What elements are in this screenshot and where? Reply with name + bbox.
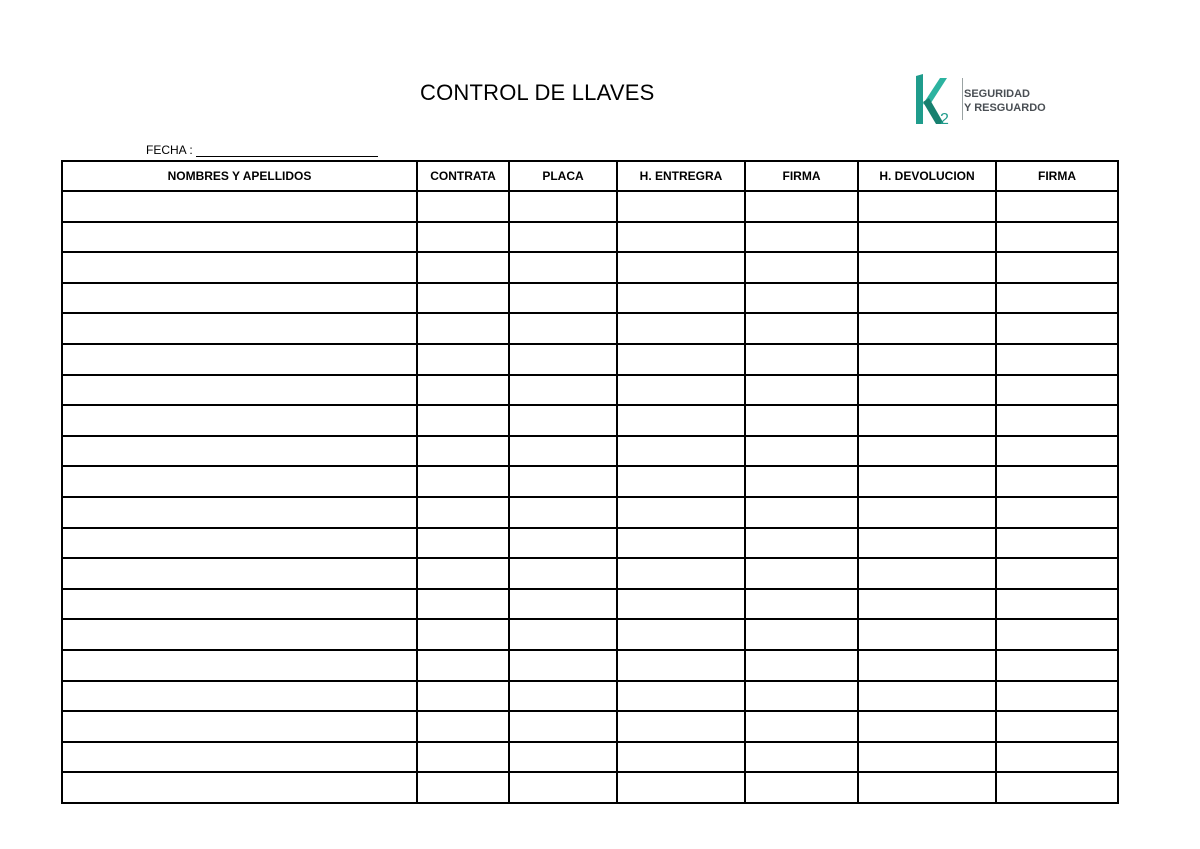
table-cell[interactable] — [745, 252, 858, 283]
table-cell[interactable] — [62, 313, 417, 344]
table-cell[interactable] — [745, 344, 858, 375]
table-cell[interactable] — [617, 252, 745, 283]
table-cell[interactable] — [858, 528, 996, 559]
table-cell[interactable] — [858, 436, 996, 467]
table-cell[interactable] — [617, 466, 745, 497]
table-cell[interactable] — [745, 711, 858, 742]
table-cell[interactable] — [417, 375, 509, 406]
table-cell[interactable] — [62, 252, 417, 283]
table-cell[interactable] — [858, 681, 996, 712]
table-cell[interactable] — [62, 558, 417, 589]
table-cell[interactable] — [509, 222, 617, 253]
table-cell[interactable] — [509, 466, 617, 497]
table-cell[interactable] — [417, 772, 509, 803]
table-cell[interactable] — [62, 466, 417, 497]
column-header: FIRMA — [745, 161, 858, 191]
table-cell[interactable] — [62, 619, 417, 650]
column-header: PLACA — [509, 161, 617, 191]
table-row — [62, 252, 1118, 283]
table-row — [62, 313, 1118, 344]
table-cell[interactable] — [417, 497, 509, 528]
table-cell[interactable] — [745, 497, 858, 528]
table-cell[interactable] — [617, 619, 745, 650]
table-cell[interactable] — [62, 375, 417, 406]
table-row — [62, 772, 1118, 803]
table-cell[interactable] — [745, 589, 858, 620]
table-cell[interactable] — [858, 252, 996, 283]
table-cell[interactable] — [745, 650, 858, 681]
table-cell[interactable] — [417, 711, 509, 742]
table-cell[interactable] — [617, 558, 745, 589]
keys-control-table — [61, 160, 1119, 804]
table-cell[interactable] — [858, 313, 996, 344]
table-cell[interactable] — [509, 528, 617, 559]
table-cell[interactable] — [417, 528, 509, 559]
table-cell[interactable] — [996, 619, 1118, 650]
table-cell[interactable] — [617, 497, 745, 528]
table-cell[interactable] — [62, 405, 417, 436]
table-cell[interactable] — [858, 191, 996, 222]
table-cell[interactable] — [62, 711, 417, 742]
k2-logo-icon — [914, 72, 958, 126]
table-row — [62, 558, 1118, 589]
table-cell[interactable] — [417, 619, 509, 650]
logo-line-1: SEGURIDAD — [964, 88, 1031, 100]
table-cell[interactable] — [745, 558, 858, 589]
table-cell[interactable] — [745, 222, 858, 253]
svg-text:2: 2 — [940, 111, 949, 126]
table-cell[interactable] — [996, 191, 1118, 222]
table-cell[interactable] — [617, 222, 745, 253]
table-cell[interactable] — [509, 497, 617, 528]
table-cell[interactable] — [996, 589, 1118, 620]
table-row — [62, 191, 1118, 222]
table-cell[interactable] — [858, 650, 996, 681]
table-cell[interactable] — [745, 528, 858, 559]
table-cell[interactable] — [417, 344, 509, 375]
document-title: CONTROL DE LLAVES — [420, 80, 655, 105]
table-cell[interactable] — [617, 405, 745, 436]
table-cell[interactable] — [745, 405, 858, 436]
column-header: CONTRATA — [417, 161, 509, 191]
table-cell[interactable] — [858, 405, 996, 436]
table-cell[interactable] — [996, 405, 1118, 436]
table-cell[interactable] — [417, 650, 509, 681]
table-cell[interactable] — [996, 650, 1118, 681]
table-cell[interactable] — [745, 436, 858, 467]
table-cell[interactable] — [62, 650, 417, 681]
date-label: FECHA : — [146, 143, 193, 157]
table-row — [62, 497, 1118, 528]
table-cell[interactable] — [745, 681, 858, 712]
table-row — [62, 344, 1118, 375]
table-cell[interactable] — [509, 650, 617, 681]
table-cell[interactable] — [996, 558, 1118, 589]
table-cell[interactable] — [509, 283, 617, 314]
table-cell[interactable] — [62, 589, 417, 620]
table-cell[interactable] — [417, 252, 509, 283]
table-cell[interactable] — [617, 283, 745, 314]
table-cell[interactable] — [62, 772, 417, 803]
table-cell[interactable] — [617, 742, 745, 773]
table-cell[interactable] — [858, 497, 996, 528]
table-cell[interactable] — [417, 436, 509, 467]
table-cell[interactable] — [996, 681, 1118, 712]
table-cell[interactable] — [745, 313, 858, 344]
table-cell[interactable] — [745, 375, 858, 406]
date-field — [146, 142, 378, 157]
table-cell[interactable] — [996, 528, 1118, 559]
table-cell[interactable] — [509, 589, 617, 620]
table-row — [62, 589, 1118, 620]
table-cell[interactable] — [617, 772, 745, 803]
table-row — [62, 619, 1118, 650]
table-cell[interactable] — [745, 466, 858, 497]
table-cell[interactable] — [617, 528, 745, 559]
table-cell[interactable] — [509, 191, 617, 222]
table-cell[interactable] — [745, 191, 858, 222]
table-row — [62, 375, 1118, 406]
table-cell[interactable] — [617, 436, 745, 467]
table-cell[interactable] — [996, 742, 1118, 773]
table-cell[interactable] — [617, 589, 745, 620]
logo-divider — [962, 78, 963, 120]
table-row — [62, 742, 1118, 773]
table-cell[interactable] — [62, 222, 417, 253]
table-cell[interactable] — [996, 313, 1118, 344]
table-cell[interactable] — [509, 711, 617, 742]
table-row — [62, 711, 1118, 742]
table-cell[interactable] — [858, 466, 996, 497]
table-cell[interactable] — [417, 742, 509, 773]
table-cell[interactable] — [509, 772, 617, 803]
table-cell[interactable] — [745, 772, 858, 803]
table-cell[interactable] — [509, 313, 617, 344]
table-cell[interactable] — [62, 681, 417, 712]
table-cell[interactable] — [509, 558, 617, 589]
table-row — [62, 466, 1118, 497]
table-cell[interactable] — [617, 650, 745, 681]
table-cell[interactable] — [62, 497, 417, 528]
logo-text — [964, 87, 1046, 115]
table-cell[interactable] — [996, 497, 1118, 528]
table-cell[interactable] — [996, 436, 1118, 467]
table-cell[interactable] — [858, 589, 996, 620]
table-cell[interactable] — [417, 466, 509, 497]
company-logo — [914, 72, 1054, 128]
table-row — [62, 405, 1118, 436]
column-header: H. DEVOLUCION — [858, 161, 996, 191]
column-header: NOMBRES Y APELLIDOS — [62, 161, 417, 191]
table-cell[interactable] — [417, 681, 509, 712]
table-cell[interactable] — [858, 222, 996, 253]
table-cell[interactable] — [509, 375, 617, 406]
table-body — [62, 191, 1118, 803]
table-cell[interactable] — [417, 313, 509, 344]
table-row — [62, 681, 1118, 712]
table-cell[interactable] — [617, 711, 745, 742]
table-cell[interactable] — [996, 283, 1118, 314]
table-cell[interactable] — [858, 711, 996, 742]
table-row — [62, 528, 1118, 559]
table-cell[interactable] — [996, 375, 1118, 406]
table-cell[interactable] — [62, 436, 417, 467]
table-cell[interactable] — [617, 375, 745, 406]
logo-line-2: Y RESGUARDO — [964, 102, 1046, 114]
table-cell[interactable] — [996, 466, 1118, 497]
table-cell[interactable] — [996, 344, 1118, 375]
table-cell[interactable] — [858, 558, 996, 589]
table-cell[interactable] — [62, 344, 417, 375]
column-header: H. ENTREGRA — [617, 161, 745, 191]
table-cell[interactable] — [509, 405, 617, 436]
table-cell[interactable] — [509, 619, 617, 650]
table-header-row — [62, 161, 1118, 191]
table-cell[interactable] — [509, 436, 617, 467]
table-cell[interactable] — [509, 252, 617, 283]
table-cell[interactable] — [617, 681, 745, 712]
table-cell[interactable] — [62, 191, 417, 222]
table-row — [62, 283, 1118, 314]
table-cell[interactable] — [509, 344, 617, 375]
table-cell[interactable] — [858, 619, 996, 650]
table-cell[interactable] — [858, 344, 996, 375]
table-cell[interactable] — [858, 283, 996, 314]
table-cell[interactable] — [417, 191, 509, 222]
table-cell[interactable] — [417, 405, 509, 436]
table-cell[interactable] — [617, 313, 745, 344]
table-cell[interactable] — [417, 558, 509, 589]
table-row — [62, 222, 1118, 253]
table-cell[interactable] — [996, 711, 1118, 742]
table-cell[interactable] — [509, 742, 617, 773]
date-input-line[interactable] — [196, 142, 378, 157]
table-cell[interactable] — [996, 772, 1118, 803]
table-cell[interactable] — [62, 283, 417, 314]
table-cell[interactable] — [509, 681, 617, 712]
table-cell[interactable] — [417, 589, 509, 620]
table-cell[interactable] — [858, 742, 996, 773]
table-cell[interactable] — [996, 222, 1118, 253]
table-cell[interactable] — [62, 742, 417, 773]
table-cell[interactable] — [996, 252, 1118, 283]
table-cell[interactable] — [617, 344, 745, 375]
table-cell[interactable] — [745, 283, 858, 314]
table-cell[interactable] — [858, 375, 996, 406]
table-cell[interactable] — [745, 742, 858, 773]
table-cell[interactable] — [62, 528, 417, 559]
table-cell[interactable] — [745, 619, 858, 650]
table-cell[interactable] — [617, 191, 745, 222]
table-cell[interactable] — [417, 222, 509, 253]
table-row — [62, 436, 1118, 467]
column-header: FIRMA — [996, 161, 1118, 191]
table-row — [62, 650, 1118, 681]
table-cell[interactable] — [858, 772, 996, 803]
table-cell[interactable] — [417, 283, 509, 314]
